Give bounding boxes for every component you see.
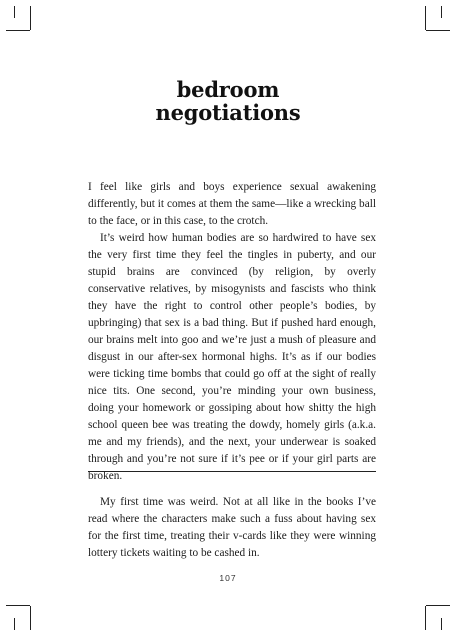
section-divider [88,471,376,472]
crop-mark-top-right-h [426,30,450,31]
chapter-title-line-1: bedroom [176,77,280,102]
crop-mark-top-left-v [30,6,31,30]
crop-mark-bottom-right-v [425,606,426,630]
paragraph: My first time was weird. Not at all like in the books I’ve read where the characters make such a fuss about having sex for the first time, treating their v-cards like they were winning lottery tickets waiting to be cashed in. [88,496,376,559]
section-2-text [88,494,376,562]
chapter-title [0,78,456,124]
crop-mark-top-right-v2 [441,6,442,18]
crop-mark-top-left-h [6,30,30,31]
paragraph: I feel like girls and boys experience sexual awakening differently, but it comes at them the same—like a wrecking ball to the face, or in this case, to the crotch. [88,181,376,227]
crop-mark-bottom-right-v2 [441,618,442,630]
paragraph: It’s weird how human bodies are so hardwired to have sex the very first time they feel the tingles in puberty, and our stupid brains are convinced (by religion, by overly conservative relatives, by misogynists and fascists who think they have the right to control other people’s bodies, by upbringing) that sex is a bad thing. But if pushed hard enough, our brains melt into goo and we’re just a mush of pleasure and disgust in our after-sex hormonal highs. It’s as if our bodies were ticking time bombs that could go off at the sight of really nice tits. One second, you’re minding your own business, doing your homework or gossiping about how shitty the high school queen bee was treating the dowdy, homely girls (a.k.a. me and my friends), and the next, your underwear is soaked through and you’re not sure if it’s pee or if your girl parts are broken. [88,232,376,482]
crop-mark-top-right-v [425,6,426,30]
crop-mark-bottom-left-v2 [14,618,15,630]
page-number: 107 [219,573,237,583]
crop-mark-bottom-left-h [6,605,30,606]
chapter-title-line-2: negotiations [155,100,301,125]
crop-mark-top-left-v2 [14,6,15,18]
crop-mark-bottom-left-v [30,606,31,630]
crop-mark-bottom-right-h [426,605,450,606]
section-1-text [88,179,376,485]
